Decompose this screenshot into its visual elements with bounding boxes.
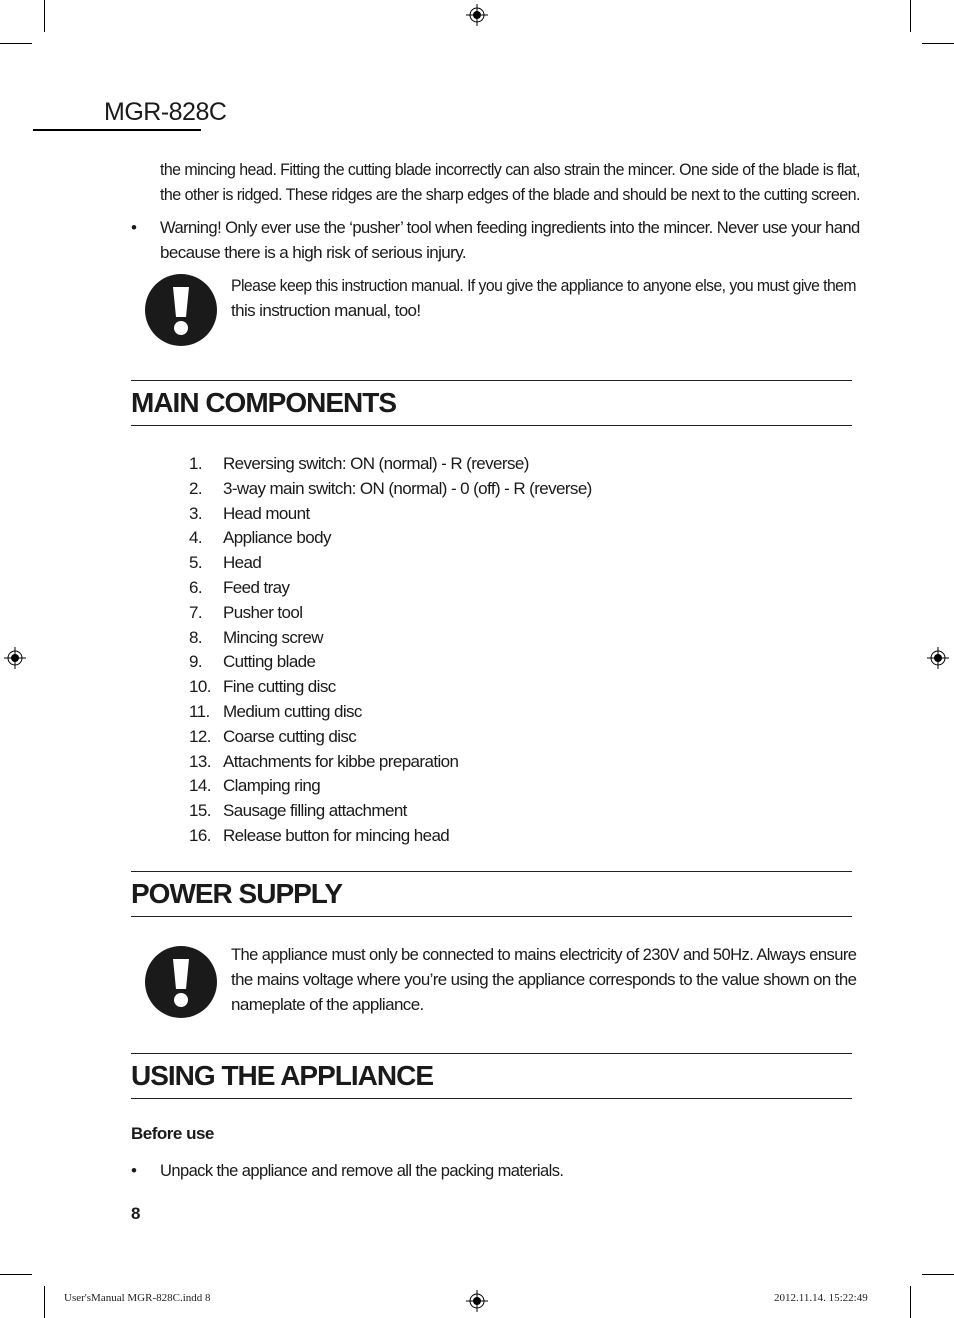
item-number: 13.	[189, 751, 211, 771]
notice-line: the mains voltage where you’re using the appliance corresponds to the value shown on the	[231, 970, 857, 989]
item-number: 14.	[189, 776, 211, 796]
item-label: Pusher tool	[223, 602, 303, 622]
notice-line: The appliance must only be connected to mains electricity of 230V and 50Hz. Always ensure	[231, 945, 857, 964]
exclamation-circle-icon	[144, 945, 218, 1019]
item-number: 1.	[189, 454, 202, 473]
slug-filename: User'sManual MGR-828C.indd 8	[64, 1292, 211, 1304]
section-title: POWER SUPPLY	[131, 878, 343, 909]
registration-mark-icon	[927, 647, 949, 669]
item-label: Fine cutting disc	[223, 677, 336, 697]
crop-mark	[922, 43, 954, 44]
crop-mark	[922, 1274, 954, 1275]
crop-mark	[44, 0, 45, 32]
item-number: 16.	[189, 825, 211, 845]
warning-line: because there is a high risk of serious injury.	[160, 243, 466, 262]
item-label: Mincing screw	[223, 627, 323, 647]
item-label: Medium cutting disc	[223, 701, 362, 721]
section-power-supply	[131, 871, 852, 917]
crop-mark	[44, 1286, 45, 1318]
item-label: Reversing switch: ON (normal) - R (reverse)	[223, 454, 529, 473]
notice-line: nameplate of the appliance.	[231, 995, 424, 1014]
item-label: Release button for mincing head	[223, 825, 450, 845]
unpack-bullet: Unpack the appliance and remove all the packing materials.	[160, 1161, 564, 1180]
item-number: 6.	[189, 577, 202, 597]
item-label: Head mount	[223, 503, 310, 523]
item-number: 15.	[189, 801, 211, 821]
item-number: 2.	[189, 478, 202, 498]
header-rule	[33, 129, 201, 131]
intro-line: the other is ridged. These ridges are the sharp edges of the blade and should be next to the cutting screen.	[160, 185, 860, 204]
model-header: MGR-828C	[104, 98, 227, 126]
section-using-appliance	[131, 1053, 852, 1099]
slug-timestamp: 2012.11.14. 15:22:49	[774, 1292, 868, 1304]
item-number: 12.	[189, 726, 211, 746]
bullet-marker: •	[131, 218, 137, 237]
registration-mark-icon	[466, 4, 488, 26]
intro-paragraph	[160, 157, 880, 207]
crop-mark	[0, 1274, 32, 1275]
item-label: Feed tray	[223, 577, 290, 597]
exclamation-circle-icon	[144, 273, 218, 347]
bullet-marker: •	[131, 1161, 137, 1180]
crop-mark	[0, 43, 32, 44]
item-number: 11.	[189, 701, 210, 721]
warning-line: Warning! Only ever use the ‘pusher’ tool when feeding ingredients into the mincer. Never use your hand	[160, 218, 860, 237]
item-label: Clamping ring	[223, 776, 321, 796]
item-number: 10.	[189, 677, 211, 697]
item-label: Cutting blade	[223, 652, 316, 672]
item-number: 3.	[189, 503, 202, 523]
item-label: Head	[223, 553, 262, 573]
crop-mark	[910, 0, 911, 32]
item-number: 7.	[189, 602, 202, 622]
section-main-components	[131, 380, 852, 426]
crop-mark	[910, 1286, 911, 1318]
warning-bullet	[160, 215, 880, 265]
item-label: Coarse cutting disc	[223, 726, 357, 746]
page-number: 8	[131, 1204, 141, 1223]
notice-line: this instruction manual, too!	[231, 301, 421, 320]
item-label: Appliance body	[223, 528, 331, 548]
item-number: 4.	[189, 528, 202, 548]
intro-line: the mincing head. Fitting the cutting blade incorrectly can also strain the mincer. One side of the blade is flat,	[160, 160, 860, 179]
keep-manual-notice	[231, 273, 856, 323]
item-number: 9.	[189, 652, 202, 672]
item-number: 5.	[189, 553, 202, 573]
item-label: 3-way main switch: ON (normal) - 0 (off) - R (reverse)	[223, 478, 592, 498]
registration-mark-icon	[466, 1290, 488, 1312]
section-title: USING THE APPLIANCE	[131, 1060, 433, 1091]
power-supply-notice	[231, 942, 856, 1017]
notice-line: Please keep this instruction manual. If you give the appliance to anyone else, you must give them	[231, 276, 856, 295]
registration-mark-icon	[4, 647, 26, 669]
subheading-before-use: Before use	[131, 1124, 214, 1143]
item-label: Attachments for kibbe preparation	[223, 751, 459, 771]
item-number: 8.	[189, 627, 202, 647]
item-label: Sausage filling attachment	[223, 801, 407, 821]
section-title: MAIN COMPONENTS	[131, 387, 396, 418]
